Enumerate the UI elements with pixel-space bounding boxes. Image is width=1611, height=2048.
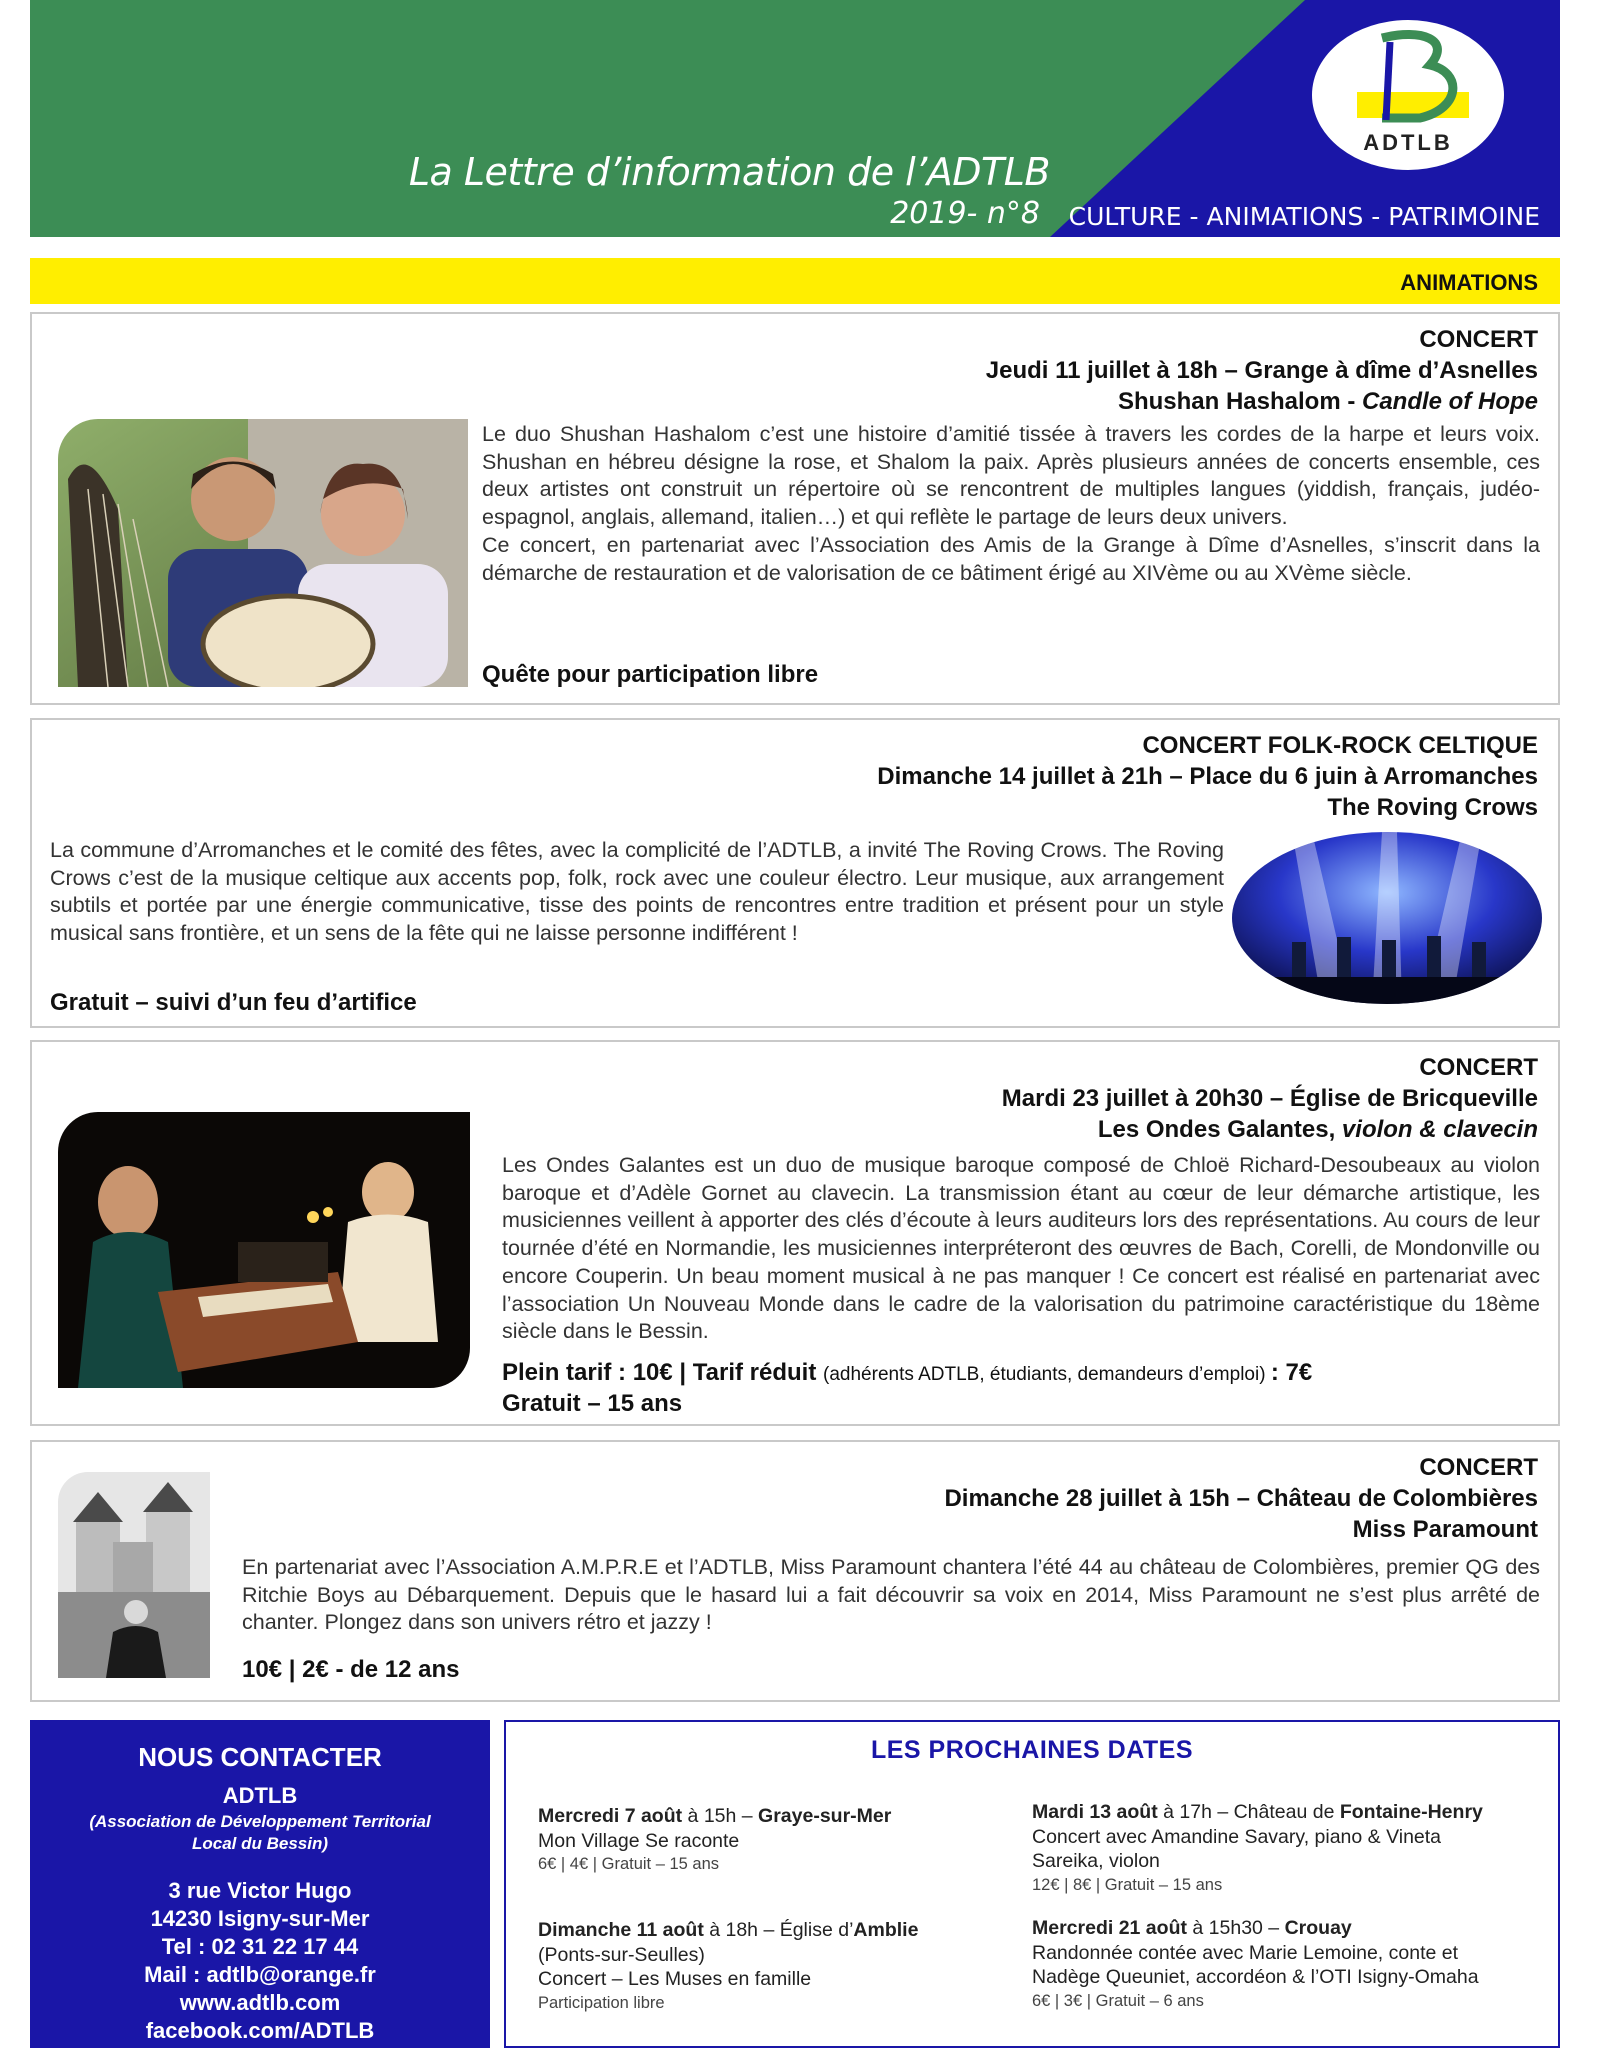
contact-facebook[interactable]: facebook.com/ADTLB: [145, 2018, 375, 2043]
upcoming-date-item: Mardi 13 août à 17h – Château de Fontaine-Henry Concert avec Amandine Savary, piano & Vineta Sareika, violon 12€ | 8€ | Gratuit – 15 ans: [1032, 1801, 1483, 1894]
event-type: CONCERT: [1419, 326, 1538, 353]
contact-panel: [30, 1720, 490, 2048]
upcoming-dates-panel: [504, 1720, 1560, 2048]
logo-label: ADTLB: [1363, 130, 1453, 155]
event-artist: Shushan Hashalom - Candle of Hope: [1117, 388, 1538, 415]
contact-title: NOUS CONTACTER: [138, 1742, 382, 1772]
event-type: CONCERT: [1419, 1454, 1538, 1481]
event-card: [30, 312, 1560, 705]
event-price: 10€ | 2€ - de 12 ans: [242, 1656, 460, 1683]
event-heading: [1002, 1052, 1538, 1145]
event-when: Dimanche 14 juillet à 21h – Place du 6 juin à Arromanches: [877, 763, 1538, 790]
event-card: [30, 1040, 1560, 1426]
event-artist: The Roving Crows: [1327, 794, 1538, 821]
upcoming-date-item: Dimanche 11 août à 18h – Église d’Amblie (Ponts-sur-Seulles) Concert – Les Muses en famille Participation libre: [538, 1919, 919, 2012]
event-artist: Les Ondes Galantes, violon & clavecin: [1097, 1116, 1538, 1143]
event-description: Le duo Shushan Hashalom c’est une histoire d’amitié tissée à travers les cordes de la harpe et leurs voix. Shushan en hébreu désigne la rose, et Shalom la paix. Après plusieurs années de concerts ensemble, ces deux artistes ont construit un répertoire où se rencontrent de multiples langues (yiddish, français, judéo-espagnol, anglais, allemand, italien…) et qui reflète le partage de leurs deux univers. Ce concert, en partenariat avec l’Association des Amis de la Grange à Dîme d’Asnelles, s’inscrit dans la démarche de restauration et de valorisation de ce bâtiment érigé au XIVème ou au XVème siècle.: [482, 422, 1540, 585]
event-description: En partenariat avec l’Association A.M.P.R.E et l’ADTLB, Miss Paramount chantera l’été 44 au château de Colombières, premier QG des Ritchie Boys au Débarquement. Depuis que le hasard lui a fait découvrir sa voix en 2014, Miss Paramount ne s’est plus arrêté de chanter. Plongez dans son univers rétro et jazzy !: [242, 1555, 1540, 1635]
upcoming-title: LES PROCHAINES DATES: [870, 1736, 1194, 1764]
event-when: Jeudi 11 juillet à 18h – Grange à dîme d’Asnelles: [985, 357, 1538, 384]
newsletter-header: [30, 0, 1560, 237]
event-when: Dimanche 28 juillet à 15h – Château de Colombières: [944, 1485, 1538, 1512]
contact-address: 3 rue Victor Hugo: [168, 1878, 352, 1903]
candlelit-harpsichord-photo: [58, 1112, 470, 1388]
event-type: CONCERT: [1419, 1054, 1538, 1081]
event-price: Gratuit – suivi d’un feu d’artifice: [50, 989, 417, 1016]
contact-org: ADTLB: [222, 1783, 298, 1808]
contact-org-full: (Association de Développement Territorial Local du Bessin): [89, 1812, 431, 1853]
contact-website[interactable]: www.adtlb.com: [179, 1990, 341, 2015]
event-price-free: Gratuit – 15 ans: [502, 1390, 683, 1417]
upcoming-date-item: Mercredi 21 août à 15h30 – Crouay Randonnée contée avec Marie Lemoine, conte et Nadège Queuniet, accordéon & l’OTI Isigny-Omaha 6€ | 3€ | Gratuit – 6 ans: [1032, 1917, 1479, 2010]
event-type: CONCERT FOLK-ROCK CELTIQUE: [1142, 732, 1538, 759]
newsletter-tagline: CULTURE - ANIMATIONS - PATRIMOINE: [1068, 202, 1540, 231]
event-description: La commune d’Arromanches et le comité des fêtes, avec la complicité de l’ADTLB, a invité The Roving Crows. The Roving Crows c’est de la musique celtique aux accents pop, folk, rock avec une couleur électro. Leur musique, aux arrangement subtils et portée par une énergie communicative, tisse des points de rencontres entre tradition et présent pour un style musical sans frontière, et un sens de la fête qui ne laisse personne indifférent !: [50, 838, 1224, 946]
event-artist: Miss Paramount: [1352, 1516, 1538, 1543]
event-price: Quête pour participation libre: [482, 661, 819, 688]
adtlb-logo: [1312, 20, 1504, 170]
contact-city: 14230 Isigny-sur-Mer: [150, 1906, 370, 1931]
contact-phone: Tel : 02 31 22 17 44: [161, 1934, 359, 1959]
section-title: ANIMATIONS: [1400, 270, 1538, 295]
event-when: Mardi 23 juillet à 20h30 – Église de Bricqueville: [1001, 1085, 1538, 1112]
newsletter-issue: 2019- n°8: [890, 196, 1040, 231]
contact-details: [30, 1877, 490, 2045]
contact-email[interactable]: Mail : adtlb@orange.fr: [144, 1962, 376, 1987]
event-description: Les Ondes Galantes est un duo de musique baroque composé de Chloë Richard-Desoubeaux au violon baroque et d’Adèle Gornet au clavecin. La transmission étant au cœur de leur démarche artistique, les musiciennes veillent à apporter des clés d’écoute à leurs auditeurs lors des représentations. Au cours de leur tournée d’été en Normandie, les musiciennes interpréteront des œuvres de Bach, Corelli, de Mondonville ou encore Couperin. Un beau moment musical à ne pas manquer ! Ce concert est réalisé en partenariat avec l’association Un Nouveau Monde dans le cadre de la valorisation du patrimoine caractéristique du 18ème siècle dans le Bessin.: [502, 1153, 1540, 1344]
chateau-singer-photo: [58, 1472, 210, 1678]
event-heading: [877, 730, 1538, 823]
event-heading: [986, 324, 1538, 417]
stage-concert-photo: [1232, 832, 1542, 1004]
event-heading: [944, 1452, 1538, 1545]
event-card: [30, 1440, 1560, 1702]
event-card: [30, 718, 1560, 1028]
newsletter-title: La Lettre d’information de l’ADTLB: [408, 150, 1050, 194]
section-band: [30, 258, 1560, 304]
duo-harp-photo: [58, 419, 468, 687]
upcoming-date-item: Mercredi 7 août à 15h – Graye-sur-Mer Mon Village Se raconte 6€ | 4€ | Gratuit – 15 ans: [538, 1805, 892, 1873]
event-price: Plein tarif : 10€ | Tarif réduit (adhérents ADTLB, étudiants, demandeurs d’emploi) : 7€: [502, 1359, 1313, 1386]
